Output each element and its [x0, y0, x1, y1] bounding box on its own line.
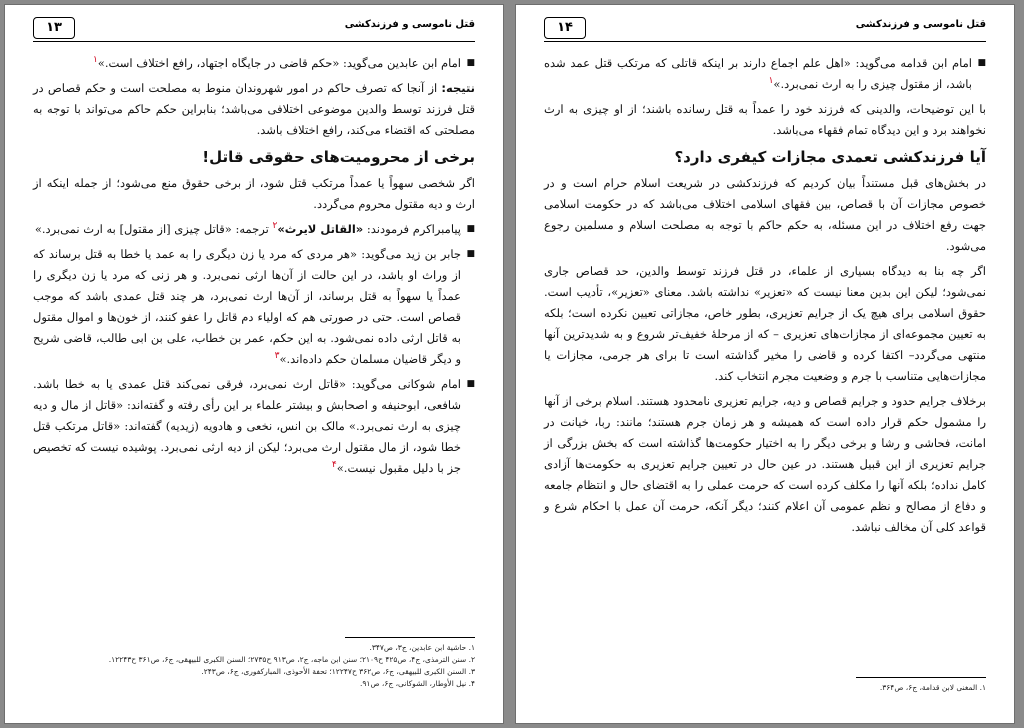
footnote-marker: ۴: [331, 460, 337, 471]
paragraph-tazir: اگر چه بنا به دیدگاه بسیاری از علماء، در قتل فرزند توسط والدین، حد قصاص جاری نمی‌شود؛ لیکن این بدین معنا نیست که «تعزیر» نداشته باشد. معنای «تعزیر»، تأدیب است. حقوق اسلامی برای هیچ یک از جرایم تعزیری، بطور خاص، مجازاتی تعیین نکرده است؛ بلکه به تعیین مجموعه‌ای از مجازات‌های تعزیری – که از مرحلهٔ خفیف‌تر شروع و به شدیدترین آنها منتهی می‌گردد– اکتفا کرده و قاضی را مخیر گذاشته است تا برای هر جرمی، مجازات یا مجازات‌هایی متناسب با جرم و وضعیت مجرم انتخاب کند.: [544, 264, 986, 383]
running-title: قتل ناموسی و فرزندکشی: [855, 19, 986, 30]
page-body: [33, 53, 475, 483]
footnote: ۴. نیل الأوطار، الشوکانی، ج۶، ص۹۱.: [359, 679, 475, 688]
running-title: قتل ناموسی و فرزندکشی: [344, 19, 475, 30]
footnote: ۱. حاشیة ابن عابدین، ج۳، ص۳۴۷.: [369, 643, 475, 652]
paragraph-prior: در بخش‌های قبل مستنداً بیان کردیم که فرزندکشی در شریعت اسلام حرام است و در خصوص مجازات آن با قصاص، بین فقهای اسلامی اختلاف می‌باشد که در حکومت اسلامی جهت رفع اختلاف در این مسئله، به حکم حاکم با توجه به مصلحت اسلام و مسلمین رجوع می‌شود.: [544, 176, 986, 253]
paragraph-text: امام ابن عابدین می‌گوید: «حکم قاضی در جایگاه اجتهاد، رافع اختلاف است.»: [97, 56, 461, 70]
paragraph-text: ترجمه: «قاتل چیزی [از مقتول] به ارث نمی‌برد.»: [34, 222, 273, 236]
footnote-marker: ۳: [274, 351, 280, 362]
page-header: [544, 15, 986, 42]
footnotes: [544, 677, 986, 694]
page-number: ۱۳: [33, 17, 75, 39]
book-page-left: [4, 4, 504, 724]
section-heading: برخی از محرومیت‌های حقوقی قاتل!: [202, 148, 475, 166]
paragraph-shawkani: [33, 374, 475, 479]
paragraph-crimes: برخلاف جرایم حدود و جرایم قصاص و دیه، جرایم تعزیری نامحدود هستند. اسلام برخی از آنها را مشمول حکم قرار داده است که همیشه و هر زمان جرم هستند؛ مانند: ربا، خیانت در امانت، فحاشی و رشا و برخی دیگر را به اختیار حکومت‌ها گذاشته است که بخش بزرگی از جرایم تعزیری از این قبیل هستند. در عین حال در تعیین جرایم تعزیری به حکومت‌ها آزادی کامل نداده؛ بلکه آنها را مکلف کرده است که حرمت عملی را به اقتضای حال و انتظام جامعه و دفاع از مصالح و نظم عمومی آن اعلام کنند؛ دیگر آنکه، حرمت آن عمل با احکام شرع و قواعد کلی آن مخالف نباشد.: [544, 394, 986, 534]
footnote-marker: ۱: [768, 76, 774, 87]
footnote-marker: ۱: [92, 55, 98, 66]
footnote-rule: [856, 677, 986, 678]
paragraph-hadith: [33, 219, 475, 240]
footnote-marker: ۲: [272, 221, 278, 232]
paragraph-text: پیامبراکرم فرمودند:: [363, 222, 461, 236]
paragraph-jabir: [33, 244, 475, 370]
section-heading: آیا فرزندکشی تعمدی مجازات کیفری دارد؟: [674, 148, 986, 166]
page-body: [544, 53, 986, 542]
page-number: ۱۴: [544, 17, 586, 39]
paragraph-summary: با این توضیحات، والدینی که فرزند خود را عمداً به قتل رسانده باشند؛ از او چیزی به ارث نخواهند برد و این دیدگاه تمام فقهاء می‌باشد.: [544, 102, 986, 137]
footnote: ۳. السنن الکبری للبیهقی، ج۶، ص۳۶۲ ح۱۲۲۴۷؛ تحفة الأحوذی، المبارکفوری، ج۶، ص۲۴۳.: [201, 667, 475, 676]
paragraph-ibn-abidin: [33, 53, 475, 74]
paragraph-conclusion: [33, 78, 475, 141]
page-header: [33, 15, 475, 42]
paragraph-text: جابر بن زید می‌گوید: «هر مردی که مرد یا زن دیگری را به عمد یا خطا به قتل برساند که از وراث او باشد، در این حالت از آن‌ها ارثی نمی‌برد. و هر زنی که مرد یا زن دیگری را عمداً یا سهواً به قتل برساند، از آن‌ها ارث نمی‌برد، هر چند قتل عمدی باشد که موجب قصاص است. حتی در صورتی هم که اولیاء دم قاتل را عفو کنند، از خون‌ها و اموال مقتول به قاتل ارثی داده نمی‌شود. به این حکم، عمر بن خطاب، علی بن ابی طالب، قاضی شریح و دیگر قاضیان مسلمان حکم داده‌اند.»: [33, 247, 461, 366]
book-page-right: [515, 4, 1015, 724]
footnote: ۱. المغنی لابن قدامة، ج۶، ص۳۶۴.: [879, 683, 986, 692]
conclusion-label: نتیجه:: [441, 81, 475, 95]
footnote: ۲. سنن الترمذی، ج۴، ص۴۲۵ ح۲۱۰۹؛ سنن ابن ماجه، ج۲، ص۹۱۳ ح۲۷۳۵؛ السنن الکبری للبیهقی، ج۶، ص۳۶۱ ح۱۲۲۴۳.: [108, 655, 475, 664]
paragraph-ibn-qudama: [544, 53, 986, 95]
paragraph-text: امام ابن قدامه می‌گوید: «اهل علم اجماع دارند بر اینکه قاتلی که مرتکب قتل عمد شده باشد، از مقتول چیزی را به ارث نمی‌برد.»: [544, 56, 972, 91]
paragraph-text: از آنجا که تصرف حاکم در امور شهروندان منوط به مصلحت است و حکم قصاص در قتل فرزند توسط والدین موضوعی اختلافی می‌باشد؛ بنابراین حکم حاکم می‌تواند با توجه به مصلحتی که اقتضاء می‌کند، رافع اختلاف باشد.: [33, 81, 475, 137]
footnote-rule: [345, 637, 475, 638]
hadith-quote: «القاتل لایرث»: [277, 222, 364, 236]
paragraph-intro: اگر شخصی سهواً یا عمداً مرتکب قتل شود، از برخی حقوق منع می‌شود؛ از جمله اینکه از ارث و دیه مقتول محروم می‌گردد.: [33, 176, 475, 211]
footnotes: [33, 637, 475, 690]
paragraph-text: امام شوکانی می‌گوید: «قاتل ارث نمی‌برد، فرقی نمی‌کند قتل عمدی یا به خطا باشد. شافعی، ابوحنیفه و اصحابش و بیشتر علماء بر این رأی رفته و گفته‌اند: «قاتل از مال و دیه چیزی به ارث نمی‌برد.» مالک بن انس، نخعی و هادویه (زیدیه) گفته‌اند: «قاتل مرتکب قتل خطا شود، از مال مقتول ارث می‌برد؛ لیکن از دیه ارثی نمی‌برد. پوشیده نیست که تخصیص جز با دلیل مقبول نیست.»: [33, 377, 461, 475]
